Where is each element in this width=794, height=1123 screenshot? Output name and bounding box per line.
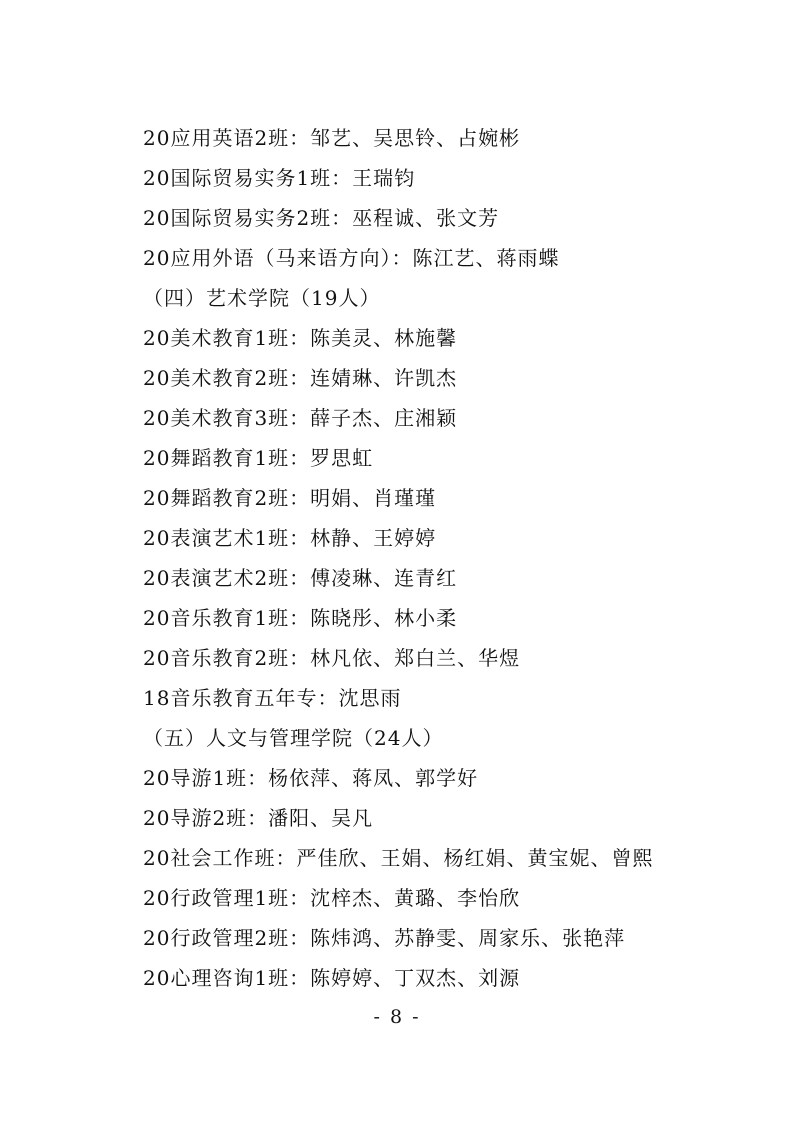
class-line: 20美术教育2班：连婧琳、许凯杰	[143, 366, 458, 390]
class-line: 20美术教育1班：陈美灵、林施馨	[143, 326, 458, 350]
class-line: 20导游2班：潘阳、吴凡	[143, 806, 374, 830]
section-heading-humanities: （五）人文与管理学院（24人）	[143, 726, 444, 750]
class-line: 20表演艺术1班：林静、王婷婷	[143, 526, 437, 550]
class-line: 20舞蹈教育1班：罗思虹	[143, 446, 374, 470]
class-line: 20导游1班：杨依萍、蒋凤、郭学好	[143, 766, 479, 790]
page-number: - 8 -	[373, 1006, 421, 1028]
class-line: 20美术教育3班：薛子杰、庄湘颖	[143, 406, 458, 430]
class-line: 20行政管理1班：沈梓杰、黄璐、李怡欣	[143, 886, 521, 910]
class-line: 20音乐教育2班：林凡依、郑白兰、华煜	[143, 646, 521, 670]
class-line: 20表演艺术2班：傅凌琳、连青红	[143, 566, 458, 590]
class-line: 18音乐教育五年专：沈思雨	[143, 686, 402, 710]
class-line: 20国际贸易实务2班：巫程诚、张文芳	[143, 206, 500, 230]
class-line: 20音乐教育1班：陈晓彤、林小柔	[143, 606, 458, 630]
class-line: 20社会工作班：严佳欣、王娟、杨红娟、黄宝妮、曾熙	[143, 846, 654, 870]
document-body	[143, 118, 703, 998]
class-line: 20心理咨询1班：陈婷婷、丁双杰、刘源	[143, 966, 521, 990]
class-line: 20应用英语2班：邹艺、吴思铃、占婉彬	[143, 126, 521, 150]
class-line: 20国际贸易实务1班：王瑞钧	[143, 166, 416, 190]
section-heading-art: （四）艺术学院（19人）	[143, 286, 381, 310]
class-line: 20舞蹈教育2班：明娟、肖瑾瑾	[143, 486, 437, 510]
class-line: 20行政管理2班：陈炜鸿、苏静雯、周家乐、张艳萍	[143, 926, 626, 950]
class-line: 20应用外语（马来语方向）：陈江艺、蒋雨蝶	[143, 246, 560, 270]
